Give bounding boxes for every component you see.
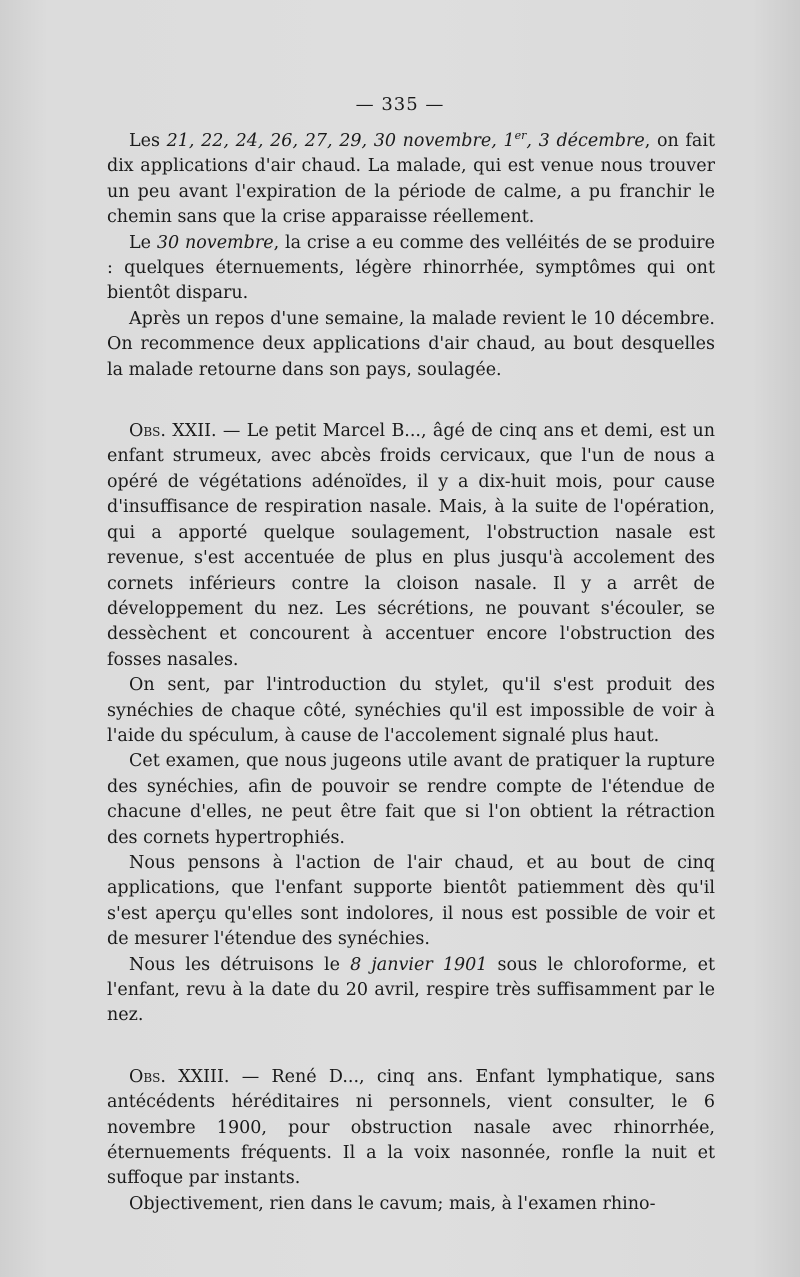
page-number: — 335 — — [355, 94, 445, 115]
paragraph-3: Après un repos d'une semaine, la malade revient le 10 décembre. On recommence deux applications d'air chaud, au bout desquelles la malade retourne dans son pays, soulagée. — [107, 308, 715, 380]
p1-text-b: , on fait dix applications d'air chaud. La malade, qui est venue nous trouver un peu avant l'expiration de la période de calme, a pu franchir le chemin sans que la crise apparaisse réellement. — [107, 131, 715, 228]
p2-date: 30 novembre — [156, 232, 274, 253]
paragraph-2 — [107, 231, 715, 307]
body-text — [107, 129, 715, 1217]
obs-22-label: Obs. XXII. — [129, 421, 217, 442]
obs-22-text: — Le petit Marcel B..., âgé de cinq ans et demi, est un enfant strumeux, avec abcès froids cervicaux, que l'un de nous a opéré de végétations adénoïdes, il y a dix-huit mois, pour cause d'insuffisance de respiration nasale. Mais, à la suite de l'opération, qui a apporté quelque soulagement, l'obstruction nasale est revenue, s'est accentuée de plus en plus jusqu'à accolement des cornets inférieurs contre la cloison nasale. Il y a arrêt de développement du nez. Les sécrétions, ne pouvant s'écouler, se dessèchent et concourent à accentuer encore l'obstruction des fosses nasales. — [107, 421, 715, 670]
paragraph-8 — [107, 953, 715, 1029]
obs-23-text: — René D..., cinq ans. Enfant lymphatique, sans antécédents héréditaires ni personnels, vient consulter, le 6 novembre 1900, pour obstruction nasale avec rhinorrhée, éternuements fréquents. Il a la voix nasonnée, ronfle la nuit et suffoque par instants. — [107, 1066, 716, 1189]
paragraph-7: Nous pensons à l'action de l'air chaud, et au bout de cinq applications, que l'enfant supporte bientôt patiemment dès qu'il s'est aperçu qu'elles sont indolores, il nous est possible de voir et de mesurer l'étendue des synéchies. — [107, 852, 715, 950]
obs-23-label: Obs. XXIII. — [129, 1066, 230, 1087]
paragraph-5: On sent, par l'introduction du stylet, qu'il s'est produit des synéchies de chaque côté, synéchies qu'il est impossible de voir à l'aide du spéculum, à cause de l'accolement signalé plus haut. — [107, 675, 715, 746]
p1-dates-2: , 3 décembre — [526, 131, 645, 151]
p1-superscript: er — [514, 129, 527, 143]
p8-text-b: sous le chloroforme, et l'enfant, revu à la date du 20 avril, respire très suffisamment par le nez. — [107, 954, 715, 1026]
p8-text-a: Nous les détruisons le — [129, 954, 351, 975]
paragraph-1 — [107, 129, 715, 231]
paragraph-10: Objectivement, rien dans le cavum; mais, à l'examen rhino- — [129, 1193, 656, 1214]
p2-text-b: , la crise a eu comme des velléités de se produire : quelques éternuements, légère rhinorrhée, symptômes qui ont bientôt disparu. — [107, 232, 716, 304]
paragraph-6: Cet examen, que nous jugeons utile avant de pratiquer la rupture des synéchies, afin de pouvoir se rendre compte de l'étendue de chacune d'elles, ne peut être fait que si l'on obtient la rétraction des cornets hypertrophiés. — [107, 751, 715, 848]
section-gap — [107, 383, 715, 419]
observation-22 — [107, 419, 715, 673]
p8-date: 8 janvier 1901 — [350, 954, 488, 975]
p2-text-a: Le — [129, 232, 157, 253]
p1-dates: 21, 22, 24, 26, 27, 29, 30 novembre, 1 — [166, 131, 515, 151]
observation-23 — [107, 1065, 715, 1192]
section-gap-2 — [107, 1029, 715, 1065]
p1-text-a: Les — [129, 131, 167, 151]
